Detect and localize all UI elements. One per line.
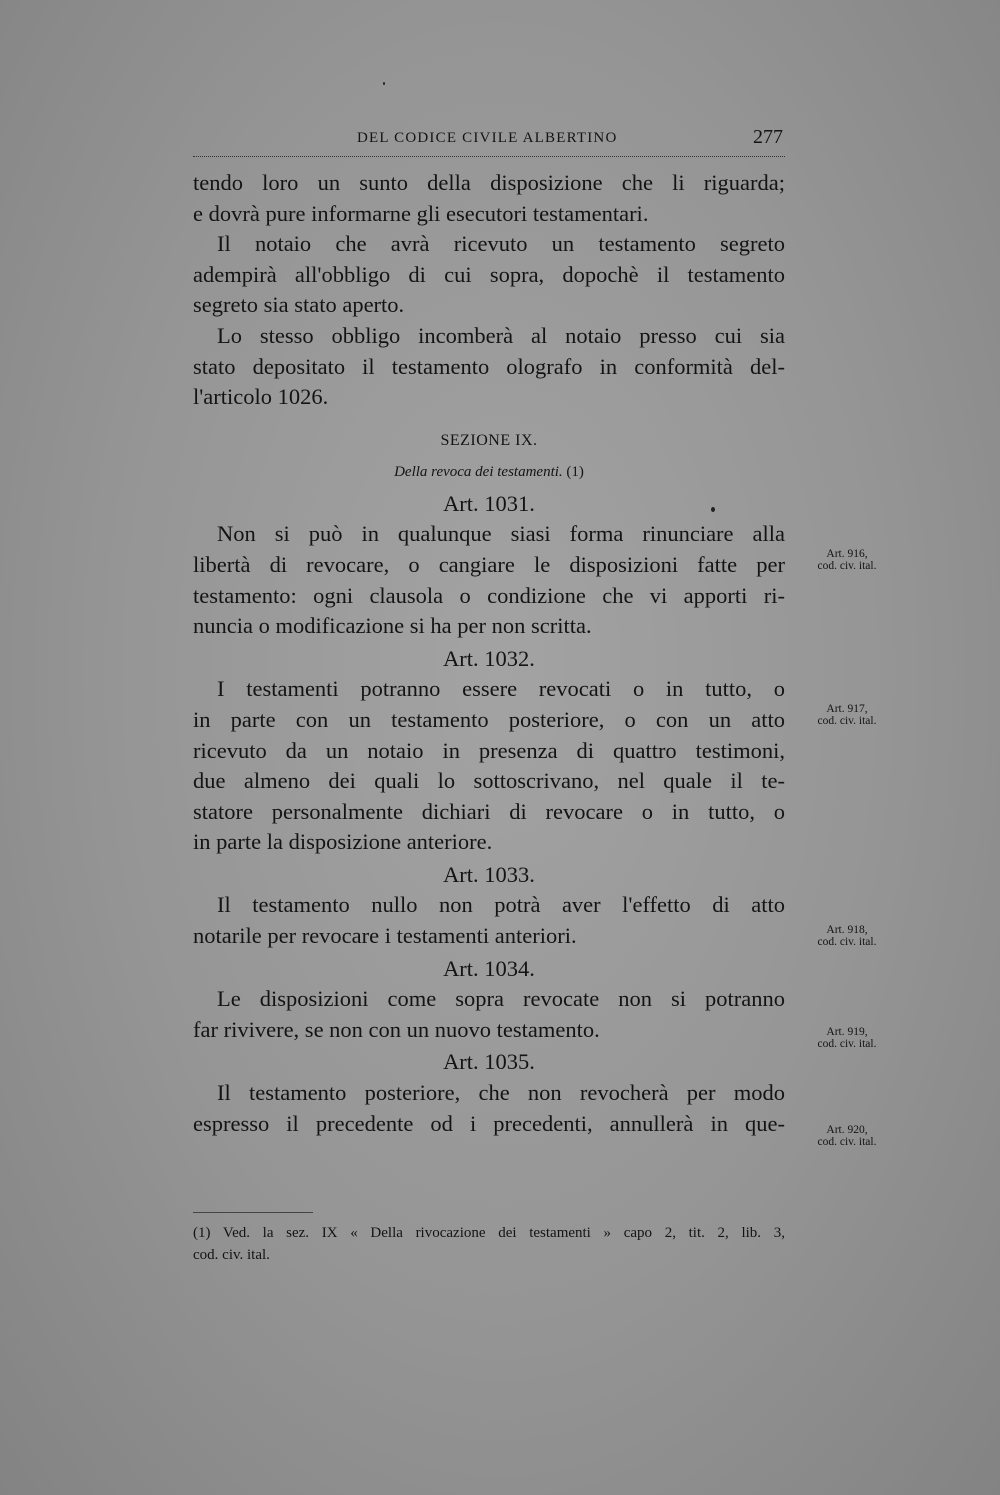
article-heading-1035: Art. 1035.: [443, 1049, 535, 1075]
text-line: tendo loro un sunto della disposizione che li riguarda;: [193, 170, 785, 195]
margin-note-1035: [792, 1124, 902, 1148]
margin-note-1034: [792, 1026, 902, 1050]
margin-note-1032: [792, 703, 902, 727]
ink-speck: [711, 507, 715, 512]
footnote-divider: [193, 1212, 313, 1213]
text-line: statore personalmente dichiari di revocare o in tutto, o: [193, 798, 785, 824]
margin-note-line: cod. civ. ital.: [817, 560, 877, 572]
margin-note-line: Art. 919,: [826, 1026, 868, 1038]
page-header: [193, 126, 785, 157]
text-line: far rivivere, se non con un nuovo testamento.: [193, 1016, 600, 1042]
margin-note-line: Art. 918,: [826, 924, 868, 936]
margin-note-1031: [792, 548, 902, 572]
margin-note-line: Art. 920,: [826, 1124, 868, 1136]
footnote-line: cod. civ. ital.: [193, 1247, 270, 1263]
margin-note-line: cod. civ. ital.: [817, 1136, 877, 1148]
footnote: [193, 1222, 785, 1266]
footnote-reference: (1): [566, 463, 584, 480]
footnote-line: (1) Ved. la sez. IX « Della rivocazione dei testamenti » capo 2, tit. 2, lib. 3,: [193, 1225, 785, 1241]
text-line: Non si può in qualunque siasi forma rinunciare alla: [217, 521, 785, 547]
text-line: in parte con un testamento posteriore, o con un atto: [193, 706, 785, 732]
article-heading-1034: Art. 1034.: [443, 955, 535, 981]
section-subtitle-text: Della revoca dei testamenti.: [394, 463, 563, 480]
section-subtitle: [193, 457, 785, 487]
article-heading-1031: Art. 1031.: [443, 490, 535, 516]
section-heading: SEZIONE IX.: [440, 431, 538, 449]
body-text: [193, 168, 785, 1139]
text-line: adempirà all'obbligo di cui sopra, dopochè il testamento: [193, 261, 785, 287]
margin-note-1033: [792, 924, 902, 948]
margin-note-line: cod. civ. ital.: [817, 1038, 877, 1050]
text-line: due almeno dei quali lo sottoscrivano, nel quale il te-: [193, 768, 785, 794]
text-line: I testamenti potranno essere revocati o in tutto, o: [217, 676, 785, 702]
text-line: espresso il precedente od i precedenti, annullerà in que-: [193, 1110, 785, 1136]
text-line: notarile per revocare i testamenti anteriori.: [193, 923, 577, 949]
text-line: in parte la disposizione anteriore.: [193, 829, 493, 855]
text-line: Il notaio che avrà ricevuto un testamento segreto: [217, 231, 785, 257]
text-line: segreto sia stato aperto.: [193, 292, 405, 318]
text-line: stato depositato il testamento olografo in conformità del-: [193, 353, 785, 379]
running-title: DEL CODICE CIVILE ALBERTINO: [357, 130, 618, 146]
text-line: testamento: ogni clausola o condizione che vi apporti ri-: [193, 582, 785, 608]
text-line: libertà di revocare, o cangiare le disposizioni fatte per: [193, 551, 785, 577]
text-line: Lo stesso obbligo incomberà al notaio presso cui sia: [217, 322, 785, 348]
margin-note-line: Art. 917,: [826, 703, 868, 715]
text-line: l'articolo 1026.: [193, 384, 329, 410]
article-heading-1033: Art. 1033.: [443, 861, 535, 887]
page-number: 277: [753, 126, 783, 148]
text-line: Il testamento posteriore, che non revocherà per modo: [217, 1080, 785, 1106]
margin-note-line: Art. 916,: [826, 548, 868, 560]
ink-speck: [383, 82, 385, 85]
article-heading-1032: Art. 1032.: [443, 645, 535, 671]
margin-note-line: cod. civ. ital.: [817, 715, 877, 727]
text-line: e dovrà pure informarne gli esecutori testamentari.: [193, 200, 649, 226]
text-line: Il testamento nullo non potrà aver l'effetto di atto: [217, 892, 785, 918]
text-line: Le disposizioni come sopra revocate non si potranno: [217, 986, 785, 1012]
text-line: nuncia o modificazione si ha per non scritta.: [193, 613, 592, 639]
text-line: ricevuto da un notaio in presenza di quattro testimoni,: [193, 737, 785, 763]
margin-note-line: cod. civ. ital.: [817, 936, 877, 948]
